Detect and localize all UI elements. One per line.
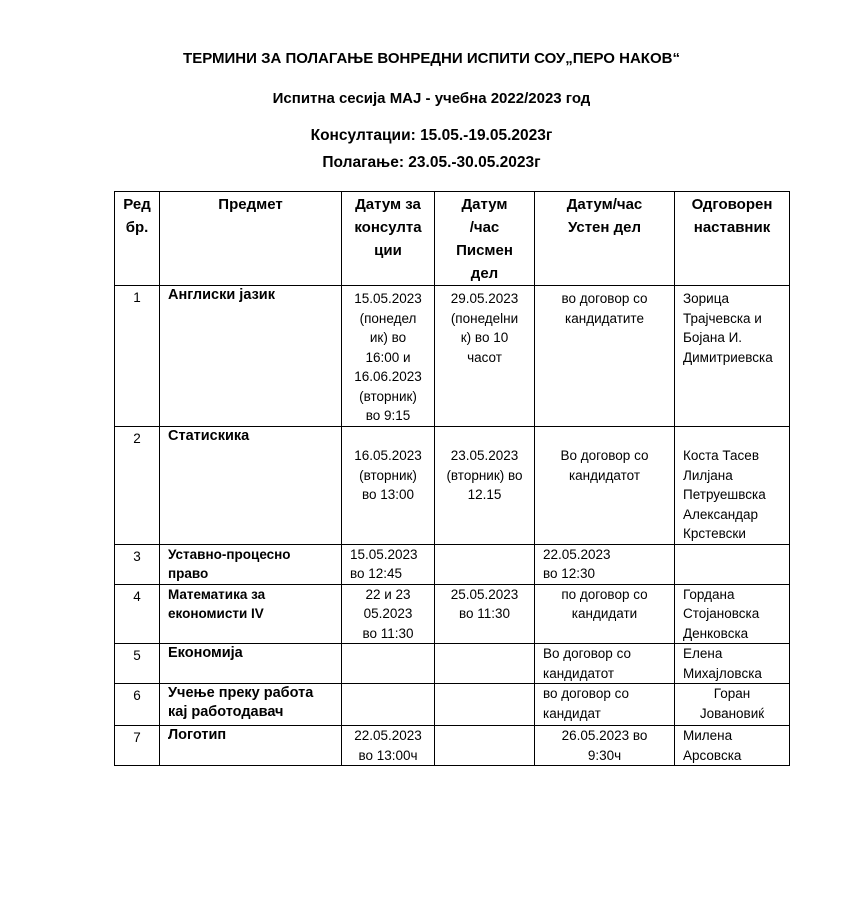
row-teacher: Елена Михајловска [675, 644, 790, 684]
header-teacher: Одговорен наставник [675, 192, 790, 286]
row-teacher: Гордана Стојановска Денковска [675, 584, 790, 644]
header-consult: Датум за консулта ции [342, 192, 435, 286]
table-row [115, 644, 790, 684]
row-consult [342, 684, 435, 726]
row-written [435, 544, 535, 584]
row-written [435, 644, 535, 684]
row-written [435, 684, 535, 726]
row-written: 23.05.2023 (вторник) во 12.15 [435, 426, 535, 544]
row-subject: Економија [160, 644, 342, 684]
exams-period: Полагање: 23.05.-30.05.2023г [322, 154, 541, 171]
table-row [115, 726, 790, 766]
row-num: 4 [115, 584, 160, 644]
row-consult: 15.05.2023 во 12:45 [342, 544, 435, 584]
row-consult: 15.05.2023 (понедел ик) во 16:00 и 16.06.2023 (вторник) во 9:15 [342, 286, 435, 427]
row-oral: 22.05.2023 во 12:30 [535, 544, 675, 584]
row-num: 2 [115, 426, 160, 544]
row-subject: Статискика [160, 426, 342, 544]
row-num: 7 [115, 726, 160, 766]
session-subtitle: Испитна сесија МАЈ - учебна 2022/2023 год [272, 90, 591, 107]
row-written: 29.05.2023 (понедelни к) во 10 часот [435, 286, 535, 427]
row-teacher: Милена Арсовска [675, 726, 790, 766]
row-oral: по договор со кандидати [535, 584, 675, 644]
row-subject: Англиски јазик [160, 286, 342, 427]
table-row [115, 584, 790, 644]
row-teacher: Зорица Трајчевска и Бојана И. Димитриевска [675, 286, 790, 427]
row-teacher [675, 544, 790, 584]
header-written: Датум /час Писмен дел [435, 192, 535, 286]
row-oral: 26.05.2023 во 9:30ч [535, 726, 675, 766]
row-oral: Во договор со кандидатот [535, 644, 675, 684]
row-subject: Логотип [160, 726, 342, 766]
row-oral: во договор со кандидат [535, 684, 675, 726]
row-oral: Во договор со кандидатот [535, 426, 675, 544]
row-num: 6 [115, 684, 160, 726]
row-written: 25.05.2023 во 11:30 [435, 584, 535, 644]
document-title: ТЕРМИНИ ЗА ПОЛАГАЊЕ ВОНРЕДНИ ИСПИТИ СОУ„ПЕРО НАКОВ“ [183, 50, 680, 67]
row-consult: 22.05.2023 во 13:00ч [342, 726, 435, 766]
row-num: 5 [115, 644, 160, 684]
consultations-period: Консултации: 15.05.-19.05.2023г [310, 127, 553, 144]
row-num: 1 [115, 286, 160, 427]
row-written [435, 726, 535, 766]
row-num: 3 [115, 544, 160, 584]
row-subject: Математика за економисти IV [160, 584, 342, 644]
header-num: Ред бр. [115, 192, 160, 286]
row-consult [342, 644, 435, 684]
row-subject: Уставно-процесно право [160, 544, 342, 584]
table-header-row [115, 192, 790, 286]
row-subject: Учење преку работа кај работодавач [160, 684, 342, 726]
exam-schedule-table [114, 191, 790, 766]
row-oral: во договор со кандидатите [535, 286, 675, 427]
header-oral: Датум/час Устен дел [535, 192, 675, 286]
row-teacher: Коста Тасев Лилјана Петруешвска Александар Крстевски [675, 426, 790, 544]
row-teacher: Горан Јовановиќ [675, 684, 790, 726]
table-row [115, 286, 790, 427]
table-row [115, 544, 790, 584]
row-consult: 16.05.2023 (вторник) во 13:00 [342, 426, 435, 544]
table-row [115, 684, 790, 726]
header-subject: Предмет [160, 192, 342, 286]
row-consult: 22 и 23 05.2023 во 11:30 [342, 584, 435, 644]
table-row [115, 426, 790, 544]
